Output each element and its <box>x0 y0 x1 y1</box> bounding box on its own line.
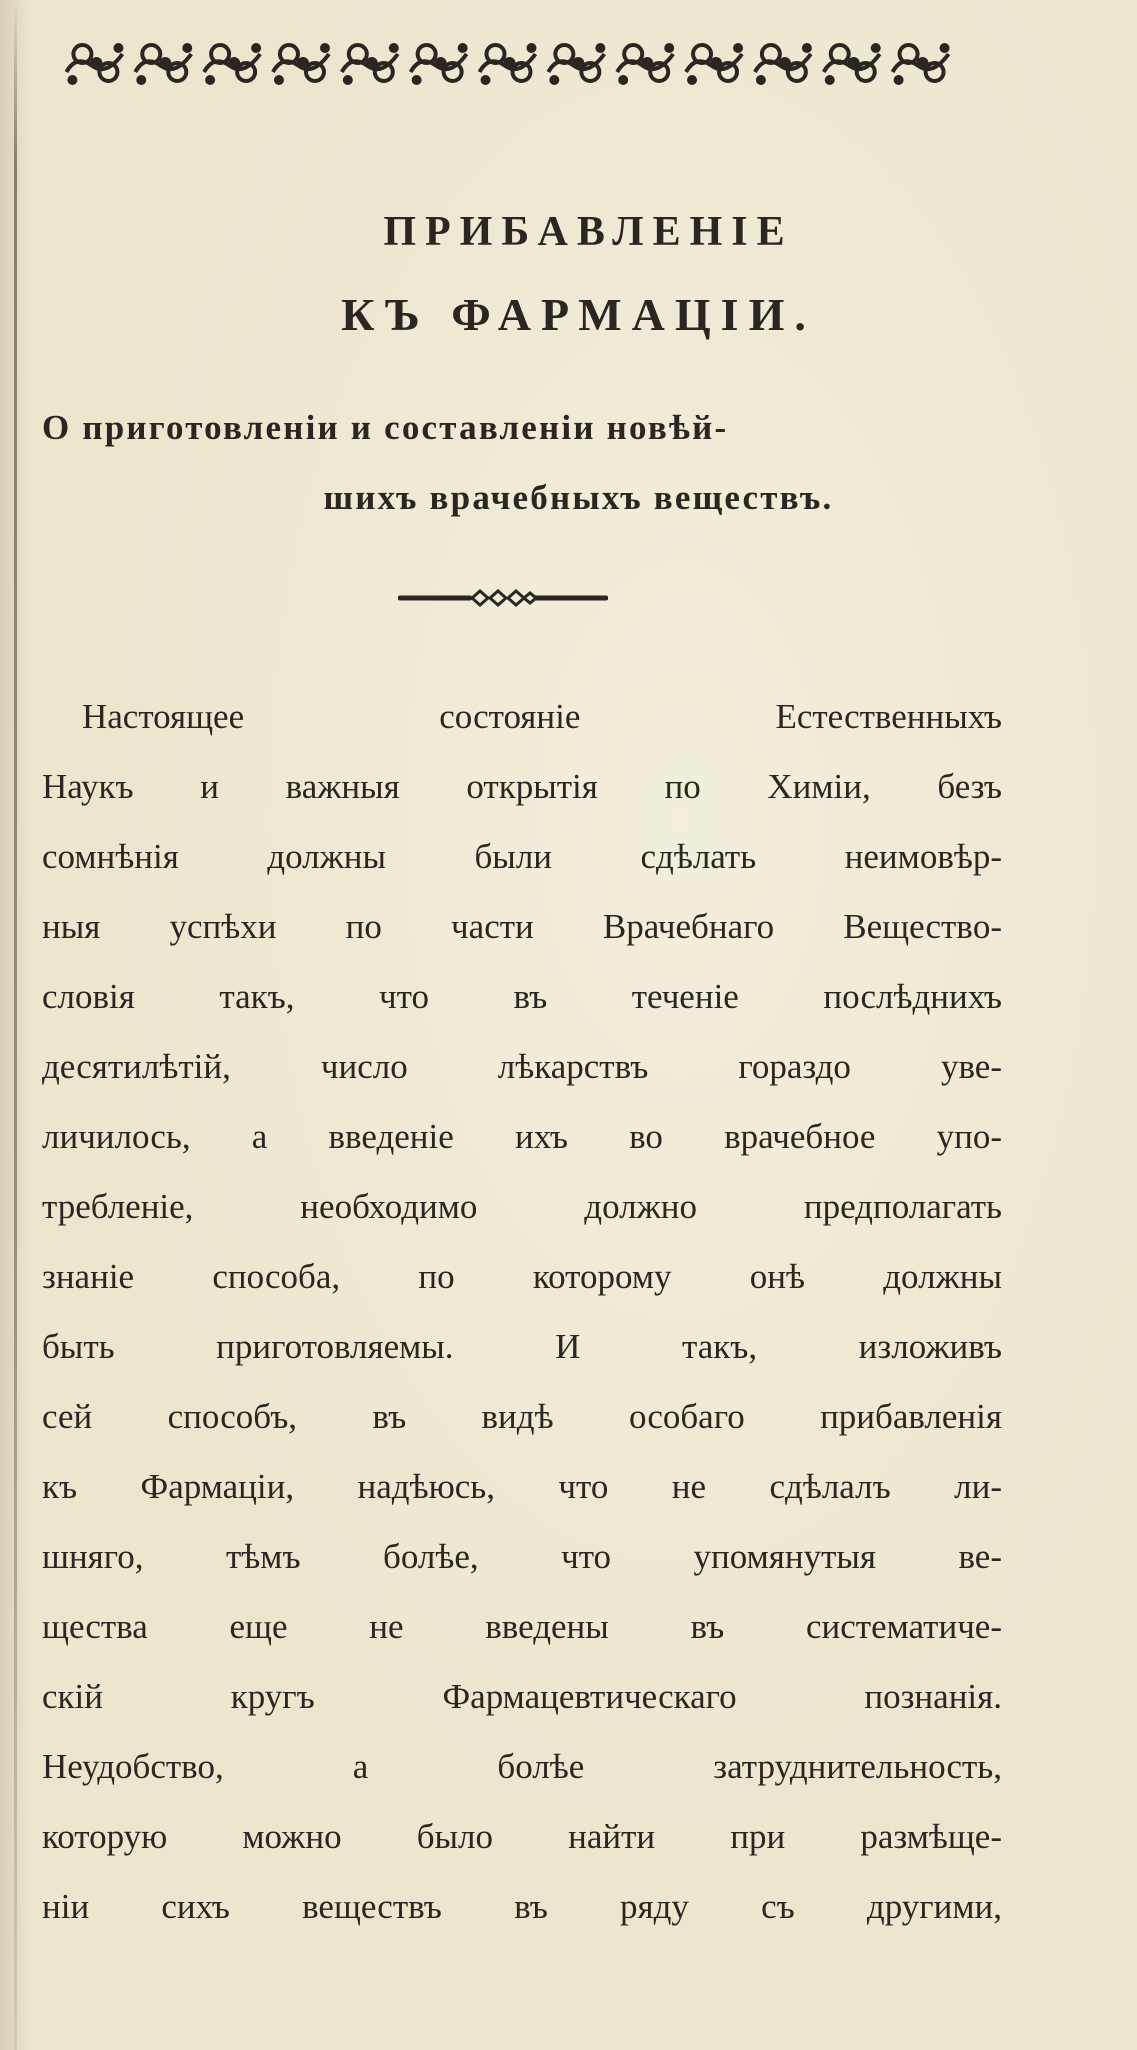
ornament-motif <box>342 44 398 84</box>
text-line: Настоящее состояніе Естественныхъ <box>82 697 1002 736</box>
text-line: ныя успѣхи по части Врачебнаго Веществo- <box>42 907 1002 946</box>
text-line: шняго, тѣмъ болѣе, что упомянутыя ве- <box>42 1537 1002 1576</box>
text-line: быть приготовляемы. И такъ, изложивъ <box>42 1327 1002 1366</box>
text-line: сей способъ, въ видѣ особаго прибавленія <box>42 1397 1002 1436</box>
text-line: щества еще не введены въ систематиче- <box>42 1607 1002 1646</box>
ornament-motif <box>135 44 191 84</box>
text-line: знаніе способа, по которому онѣ должны <box>42 1257 1002 1296</box>
text-line: требленіе, необходимо должно предполагать <box>42 1187 1002 1226</box>
text-line: десятилѣтій, число лѣкарствъ гораздо уве- <box>42 1047 1002 1086</box>
ornament-motif <box>824 44 880 84</box>
ornament-motif <box>480 44 536 84</box>
text-line: ніи сихъ веществъ въ ряду съ другими, <box>42 1887 1002 1926</box>
ornament-motif <box>66 44 122 84</box>
dash-ornament-icon <box>398 586 608 610</box>
ornament-motif <box>548 44 604 84</box>
text-line: Наукъ и важныя открытія по Химіи, безъ <box>42 767 1002 806</box>
text-line: личилось, а введеніе ихъ во врачебное упо- <box>42 1117 1002 1156</box>
text-line: словія такъ, что въ теченіе послѣднихъ <box>42 977 1002 1016</box>
chapter-title-line-1: ПРИБАВЛЕНІЕ <box>383 209 794 255</box>
text-line: Неудобство, а болѣе затруднительность, <box>42 1747 1002 1786</box>
section-subtitle-line-1: О приготовленіи и составленіи новѣй- <box>42 408 729 447</box>
ornament-motif <box>411 44 467 84</box>
ornament-motif <box>617 44 673 84</box>
text-line: сомнѣнія должны были сдѣлать неимовѣр- <box>42 837 1002 876</box>
ornament-motif <box>755 44 811 84</box>
section-subtitle-line-2: шихъ врачебныхъ веществъ. <box>323 478 834 517</box>
ornament-motif <box>273 44 329 84</box>
text-line: къ Фармаціи, надѣюсь, что не сдѣлалъ ли- <box>42 1467 1002 1506</box>
body-paragraph <box>42 682 1002 1942</box>
floral-border-ornament-icon <box>62 32 957 94</box>
text-line: которую можно было найти при размѣще- <box>42 1817 1002 1856</box>
ornament-motif <box>686 44 742 84</box>
ornament-motif <box>204 44 260 84</box>
ornament-motif <box>893 44 949 84</box>
text-line: скій кругъ Фармацевтическаго познанія. <box>42 1677 1002 1716</box>
chapter-title-line-2: КЪ ФАРМАЦІИ. <box>341 289 816 340</box>
